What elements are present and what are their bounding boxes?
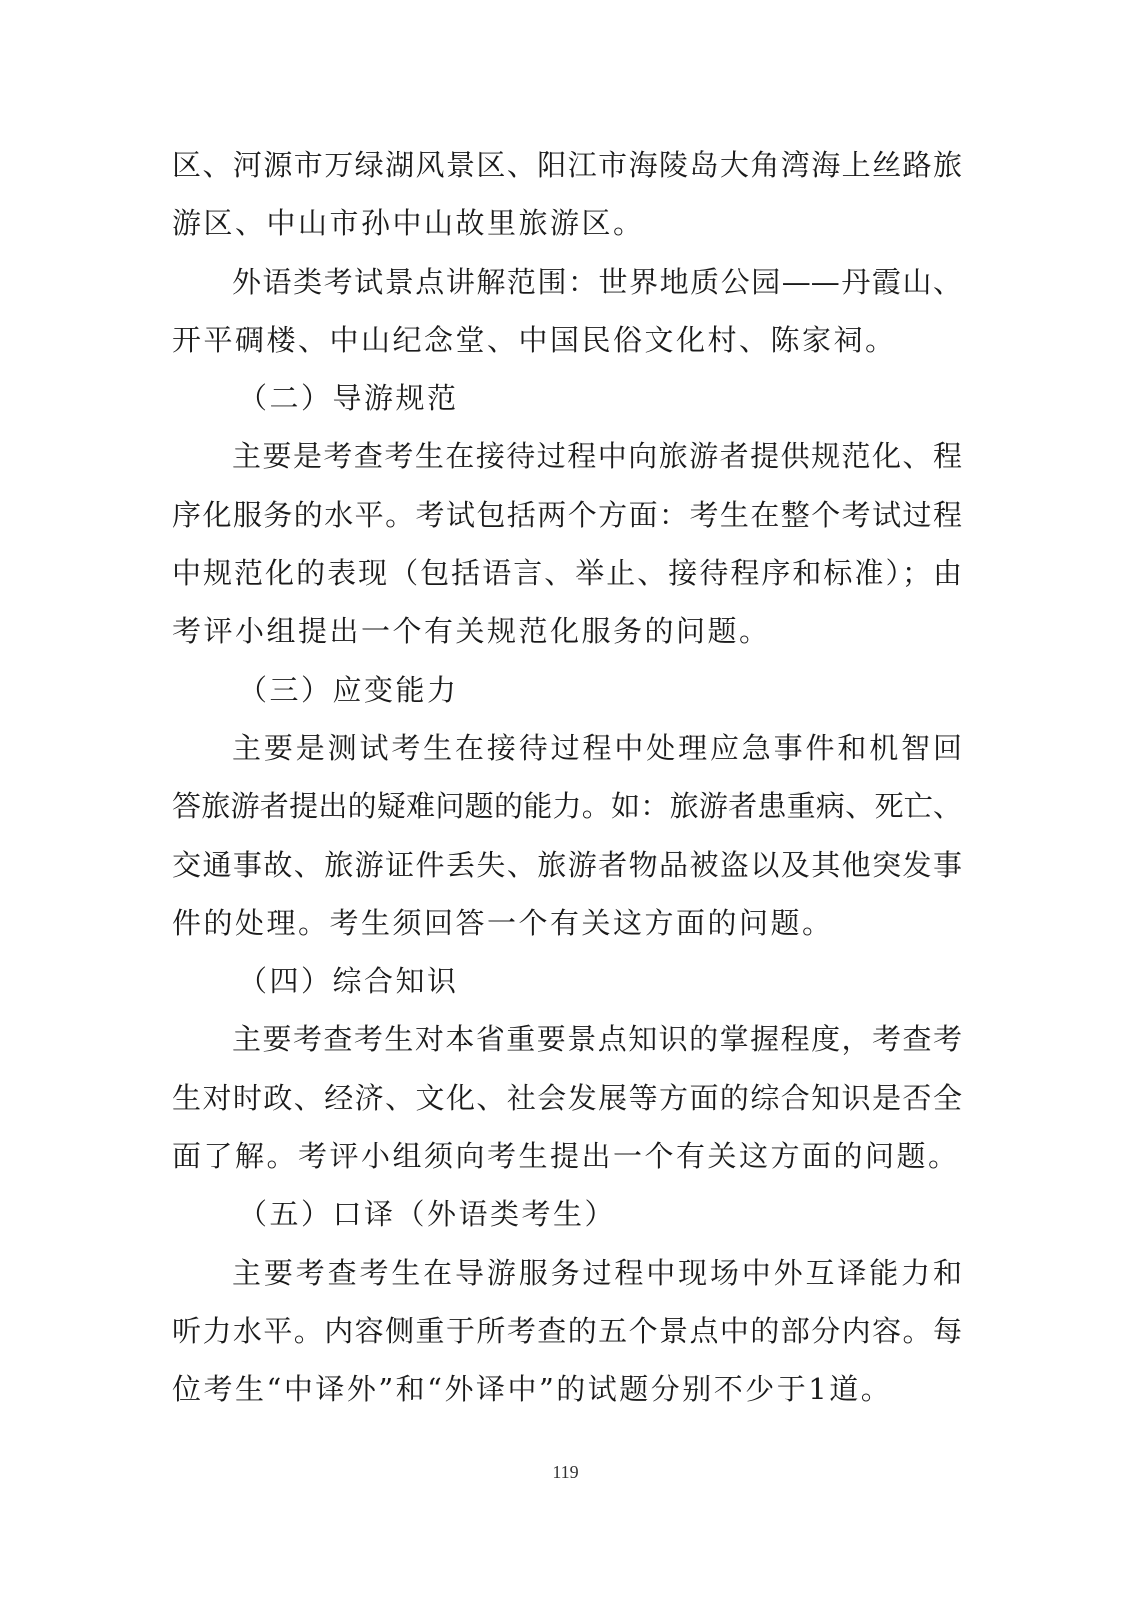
text-line: 件的处理。考生须回答一个有关这方面的问题。 (172, 905, 834, 940)
section-heading: （三）应变能力 (238, 672, 459, 707)
text-line: 听力水平。内容侧重于所考查的五个景点中的部分内容。每 (172, 1313, 962, 1348)
text-line: 中规范化的表现（包括语言、举止、接待程序和标准）；由 (172, 556, 962, 591)
text-line: 考评小组提出一个有关规范化服务的问题。 (172, 614, 771, 649)
body-text (172, 136, 962, 1419)
page-number: 119 (552, 1462, 579, 1482)
paragraph-start: 主要考查考生在导游服务过程中现场中外互译能力和 (232, 1255, 962, 1290)
paragraph-start: 主要考查考生对本省重要景点知识的掌握程度，考查考 (232, 1022, 962, 1057)
text-line: 区、河源市万绿湖风景区、阳江市海陵岛大角湾海上丝路旅 (172, 148, 962, 182)
section-heading: （五）口译（外语类考生） (238, 1197, 617, 1232)
text-line: 序化服务的水平。考试包括两个方面：考生在整个考试过程 (172, 497, 962, 532)
section-heading: （二）导游规范 (238, 381, 459, 416)
paragraph-start: 外语类考试景点讲解范围：世界地质公园——丹霞山、 (232, 264, 962, 299)
text-line: 游区、中山市孙中山故里旅游区。 (172, 206, 645, 241)
text-line: 开平碉楼、中山纪念堂、中国民俗文化村、陈家祠。 (172, 322, 897, 357)
paragraph-start: 主要是测试考生在接待过程中处理应急事件和机智回 (232, 730, 962, 765)
paragraph-start: 主要是考查考生在接待过程中向旅游者提供规范化、程 (232, 439, 962, 474)
section-heading: （四）综合知识 (238, 964, 459, 999)
text-line: 答旅游者提出的疑难问题的能力。如：旅游者患重病、死亡、 (172, 789, 962, 824)
text-line: 交通事故、旅游证件丢失、旅游者物品被盗以及其他突发事 (172, 847, 962, 882)
text-line: 面了解。考评小组须向考生提出一个有关这方面的问题。 (172, 1139, 960, 1174)
text-line: 位考生“中译外”和“外译中”的试题分别不少于1道。 (172, 1372, 893, 1407)
text-line: 生对时政、经济、文化、社会发展等方面的综合知识是否全 (172, 1080, 962, 1115)
